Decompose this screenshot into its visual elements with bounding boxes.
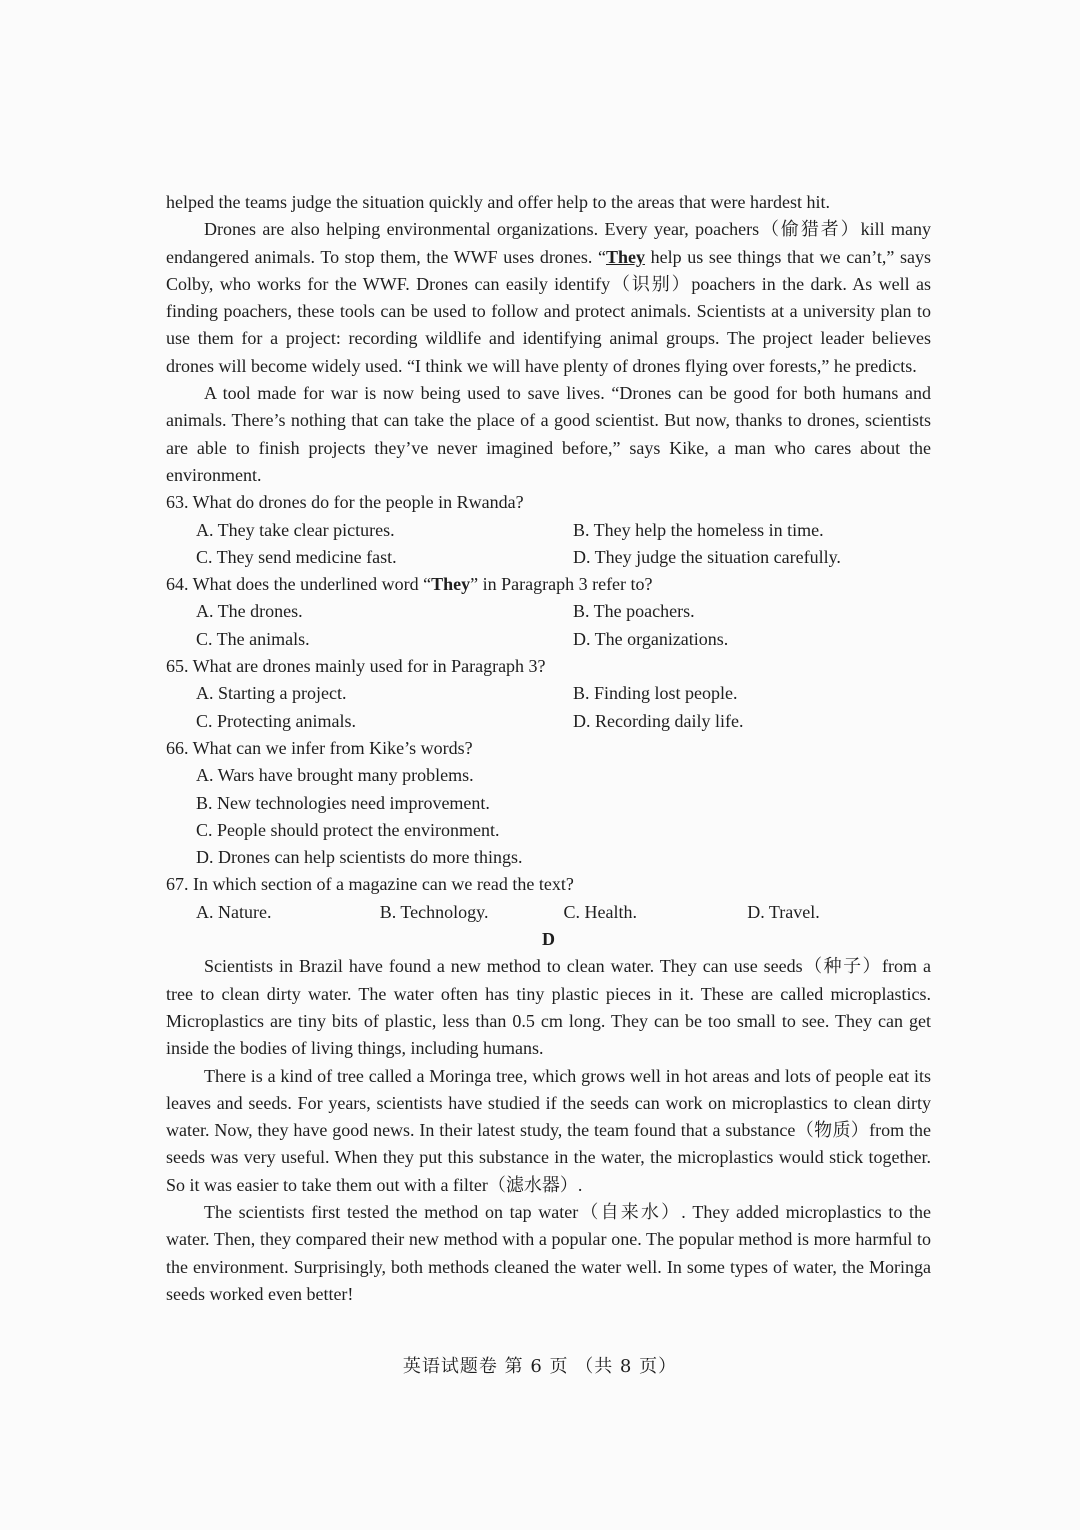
stem-text: ” in Paragraph 3 refer to? [470, 574, 653, 595]
option-d: D. Recording daily life. [573, 710, 744, 731]
question-63-stem: 63. What do drones do for the people in Rwanda? [166, 492, 524, 513]
option-a: A. Nature. [196, 901, 272, 922]
question-63-options-row-2 [196, 544, 931, 571]
option-a: A. The drones. [196, 601, 303, 622]
passage-c-paragraph-3 [166, 216, 931, 380]
stem-text: 64. What does the underlined word “ [166, 574, 432, 595]
option-d: D. The organizations. [573, 628, 729, 649]
page-footer: 英语试题卷 第 6 页 （共 8 页） [402, 1356, 678, 1377]
option-b: B. They help the homeless in time. [573, 519, 824, 540]
question-63-options-row-1 [196, 517, 931, 544]
option-c: C. The animals. [196, 628, 310, 649]
passage-c-paragraph-end: helped the teams judge the situation quickly and offer help to the areas that were hardest hit. [166, 192, 830, 212]
question-64-options-row-2 [196, 626, 931, 653]
section-heading-d: D [542, 929, 555, 950]
option-a: A. Starting a project. [196, 683, 347, 704]
question-66-stem: 66. What can we infer from Kike’s words? [166, 737, 473, 758]
option-c: C. They send medicine fast. [196, 546, 397, 567]
option-c: C. Protecting animals. [196, 710, 356, 731]
option-d: D. Travel. [747, 901, 820, 922]
paragraph-text: Drones are also helping environmental organizations. Every year, poachers（偷猎者）kill many endangered animals. To stop them, the WWF uses drones. “ [166, 219, 931, 267]
option-c: C. Health. [563, 901, 637, 922]
option-a: A. Wars have brought many problems. [196, 765, 474, 786]
question-65-stem: 65. What are drones mainly used for in Paragraph 3? [166, 656, 546, 677]
question-65-options-row-1 [196, 680, 931, 707]
option-d: D. Drones can help scientists do more things. [196, 847, 523, 868]
option-b: B. Technology. [379, 901, 489, 922]
question-64-stem [166, 571, 931, 598]
option-c: C. People should protect the environment. [196, 819, 500, 840]
option-b: B. Finding lost people. [573, 683, 738, 704]
passage-d-paragraph-2: There is a kind of tree called a Moringa tree, which grows well in hot areas and lots of people eat its leaves and seeds. For years, scientists have studied if the seeds can work on microplastics to clean dirty water. Now, they have good news. In their latest study, the team found that a substance（物质）from the seeds was very useful. When they put this substance in the water, the microplastics would stick together. So it was easier to take them out with a filter（滤水器）. [166, 1065, 931, 1195]
passage-c-paragraph-4: A tool made for war is now being used to save lives. “Drones can be good for both humans and animals. There’s nothing that can take the place of a good scientist. But now, thanks to drones, scientists are able to finish projects they’ve never imagined before,” says Kike, a man who cares about the environment. [166, 383, 931, 485]
question-67-stem: 67. In which section of a magazine can we read the text? [166, 874, 574, 895]
passage-d-paragraph-3: The scientists first tested the method on tap water（自来水）. They added microplastics to the water. Then, they compared their new method with a popular one. The popular method is more harmful to the environment. Surprisingly, both methods cleaned the water well. In some types of water, the Moringa seeds worked even better! [166, 1201, 931, 1304]
paragraph-text: help us see things that we can’t,” says Colby, who works for the WWF. Drones can easily identify（识别）poachers in the dark. As well as finding poachers, these tools can be used to follow and protect animals. Scientists at a university plan to use them for a project: recording wildlife and identifying animal groups. The project leader believes drones will become widely used. “I think we will have plenty of drones flying over forests,” he predicts. [166, 246, 931, 376]
stem-bold-word: They [431, 574, 471, 595]
option-b: B. The poachers. [573, 601, 695, 622]
option-a: A. They take clear pictures. [196, 519, 395, 540]
exam-page-body [166, 189, 931, 1308]
question-65-options-row-2 [196, 708, 931, 735]
option-b: B. New technologies need improvement. [196, 792, 490, 813]
option-d: D. They judge the situation carefully. [573, 546, 841, 567]
passage-d-paragraph-1: Scientists in Brazil have found a new method to clean water. They can use seeds（种子）from a tree to clean dirty water. The water often has tiny plastic pieces in it. These are called microplastics. Microplastics are tiny bits of plastic, less than 0.5 cm long. They can be too small to see. They can get inside the bodies of living things, including humans. [166, 956, 931, 1059]
underlined-word-they: They [605, 246, 645, 267]
question-67-options [196, 899, 931, 926]
question-64-options-row-1 [196, 598, 931, 625]
